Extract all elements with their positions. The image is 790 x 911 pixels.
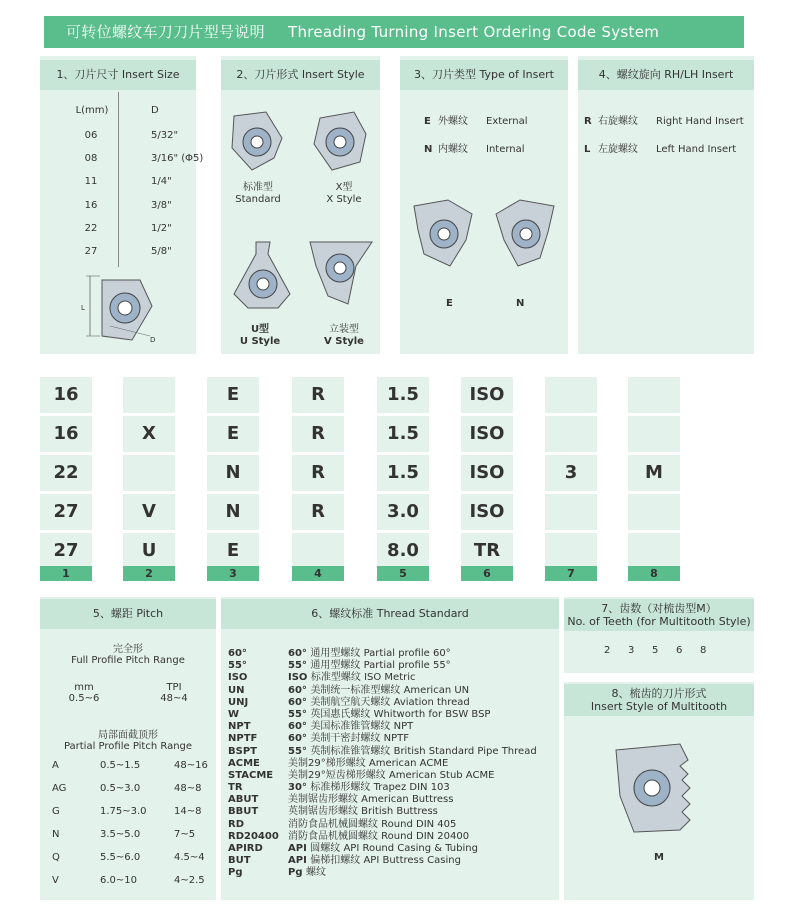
type-en: External (486, 116, 528, 127)
code-cell (628, 416, 680, 452)
lh-key: L (584, 144, 591, 155)
multitooth-insert-icon (610, 740, 710, 836)
col-d-header: D (151, 105, 159, 116)
pitch-code: N (52, 829, 60, 840)
code-cell: 1.5 (377, 455, 429, 491)
multitooth-title-cn: 8、梳齿的刀片形式 (611, 687, 707, 700)
thread-angle: 60° (288, 696, 311, 708)
pitch-mm: 3.5~5.0 (100, 829, 141, 840)
type-en: Internal (486, 144, 525, 155)
thread-description: 美制29°短齿梯形螺纹 American Stub ACME (288, 769, 495, 781)
x-style-en: X Style (326, 194, 362, 205)
code-cell: N (207, 494, 259, 530)
code-cell (123, 377, 175, 413)
code-cell: TR (461, 533, 513, 569)
v-style-cn: 立装型 (329, 324, 359, 335)
thread-standard-title: 6、螺纹标准 Thread Standard (311, 607, 469, 620)
code-cell: X (123, 416, 175, 452)
thread-code: Pg (228, 867, 243, 879)
code-index: 2 (123, 566, 175, 581)
rh-cn: 右旋螺纹 (598, 116, 638, 127)
size-l: 06 (84, 130, 98, 141)
code-cell: E (207, 533, 259, 569)
multitooth-header (564, 684, 754, 716)
thread-standard-list (228, 648, 560, 880)
thread-standard-row (228, 782, 560, 794)
pitch-tpi: 48~8 (174, 783, 202, 794)
thread-standard-row (228, 831, 560, 843)
code-cell (545, 377, 597, 413)
teeth-values (604, 645, 724, 659)
thread-angle: 55° (288, 708, 311, 720)
thread-description: 通用型螺纹 Partial profile 60° (310, 648, 451, 659)
code-cell: V (123, 494, 175, 530)
code-cell (628, 494, 680, 530)
thread-description: 美制统一标准型螺纹 American UN (310, 684, 470, 696)
thread-code: RD20400 (228, 830, 279, 842)
rh-en: Right Hand Insert (656, 116, 744, 127)
code-cell (545, 494, 597, 530)
thread-code: 55° (228, 660, 247, 672)
thread-code: 60° (228, 648, 247, 659)
thread-description: 美制干密封螺纹 NPTF (310, 733, 409, 745)
rh-key: R (584, 116, 592, 127)
thread-code: NPT (228, 721, 251, 733)
mm-label: mm (74, 682, 94, 693)
dim-d-label: D (150, 336, 156, 344)
thread-angle: API (288, 855, 311, 867)
thread-standard-row (228, 770, 560, 782)
multitooth-label: M (654, 852, 664, 863)
thread-standard-row (228, 709, 560, 721)
thread-description: 消防食品机械圆螺纹 Round DIN 20400 (288, 830, 470, 842)
thread-code: NPTF (228, 733, 258, 745)
thread-description: 美制锯齿形螺纹 American Buttress (288, 794, 454, 806)
pitch-code: Q (52, 852, 60, 863)
thread-description: 英制锯齿形螺纹 British Buttress (288, 806, 438, 818)
size-d: 1/2" (151, 223, 172, 234)
mm-value: 0.5~6 (68, 693, 100, 704)
thread-description: 圆螺纹 API Round Casing & Tubing (310, 843, 478, 854)
type-cn: 外螺纹 (438, 116, 468, 127)
tpi-value: 48~4 (160, 693, 188, 704)
banner-title-cn: 可转位螺纹车刀刀片型号说明 (66, 23, 265, 41)
thread-angle: 55° (288, 745, 311, 757)
pitch-title: 5、螺距 Pitch (92, 607, 164, 620)
teeth-value: 2 (604, 645, 611, 656)
multitooth-title-en: Insert Style of Multitooth (590, 700, 728, 713)
label-n: N (516, 298, 525, 309)
teeth-value: 8 (700, 645, 707, 656)
size-d: 3/8" (151, 200, 172, 211)
thread-description: 美制29°梯形螺纹 American ACME (288, 757, 449, 769)
code-cell: 27 (40, 533, 92, 569)
pitch-mm: 5.5~6.0 (100, 852, 141, 863)
thread-description: 标准梯形螺纹 Trapez DIN 103 (310, 782, 450, 794)
partial-profile-en: Partial Profile Pitch Range (63, 741, 193, 752)
code-cell: R (292, 416, 344, 452)
thread-angle: 55° (288, 660, 311, 672)
size-d: 1/4" (151, 176, 172, 187)
thread-standard-row (228, 758, 560, 770)
size-d: 5/8" (151, 246, 172, 257)
pitch-code: G (52, 806, 60, 817)
thread-description: 英国惠氏螺纹 Whitworth for BSW BSP (310, 708, 491, 720)
code-cell: ISO (461, 494, 513, 530)
code-index: 5 (377, 566, 429, 581)
code-cell: R (292, 494, 344, 530)
pitch-mm: 1.75~3.0 (100, 806, 147, 817)
pitch-row (40, 760, 216, 774)
type-key: N (424, 144, 433, 155)
size-l: 11 (84, 176, 98, 187)
pitch-tpi: 4~2.5 (174, 875, 205, 886)
thread-code: BUT (228, 855, 251, 867)
pitch-row (40, 783, 216, 797)
x-style-cn: X型 (335, 182, 353, 193)
full-profile-en: Full Profile Pitch Range (71, 655, 185, 666)
label-e: E (446, 298, 453, 309)
code-cell: 16 (40, 377, 92, 413)
size-d: 3/16" (Φ5) (151, 153, 204, 164)
dim-l-label: L (81, 304, 85, 312)
pitch-tpi: 4.5~4 (174, 852, 205, 863)
code-index: 7 (545, 566, 597, 581)
thread-angle: ISO (288, 672, 311, 684)
pitch-mm: 0.5~3.0 (100, 783, 141, 794)
code-cell: R (292, 455, 344, 491)
thread-standard-row (228, 746, 560, 758)
thread-standard-row (228, 697, 560, 709)
code-cell: ISO (461, 455, 513, 491)
partial-profile-heading (40, 726, 216, 752)
thread-angle: 60° (288, 733, 311, 745)
code-cell (545, 416, 597, 452)
thread-angle: 30° (288, 782, 311, 794)
v-style-en: V Style (324, 336, 364, 347)
teeth-value: 5 (652, 645, 659, 656)
code-index: 6 (461, 566, 513, 581)
thread-angle: API (288, 843, 311, 854)
thread-standard-row (228, 867, 560, 879)
thread-standard-row (228, 721, 560, 733)
code-cell: 8.0 (377, 533, 429, 569)
code-cell (123, 455, 175, 491)
thread-angle: 60° (288, 648, 311, 659)
full-profile-cn: 完全形 (113, 644, 143, 655)
thread-code: STACME (228, 769, 274, 781)
thread-description: 螺纹 (305, 867, 326, 879)
pitch-mm: 0.5~1.5 (100, 760, 141, 771)
size-d: 5/32" (151, 130, 179, 141)
teeth-value: 6 (676, 645, 683, 656)
standard-en: Standard (235, 194, 281, 205)
pitch-code: V (52, 875, 59, 886)
pitch-row (40, 875, 216, 889)
thread-code: UN (228, 684, 245, 696)
thread-code: BSPT (228, 745, 257, 757)
code-cell: 22 (40, 455, 92, 491)
thread-standard-row (228, 855, 560, 867)
insert-style-title: 2、刀片形式 Insert Style (236, 68, 365, 81)
pitch-content (40, 640, 216, 666)
size-l: 22 (84, 223, 98, 234)
teeth-title-en: No. of Teeth (for Multitooth Style) (567, 615, 751, 628)
thread-standard-row (228, 672, 560, 684)
thread-code: ABUT (228, 794, 259, 806)
code-cell (545, 533, 597, 569)
thread-angle: 60° (288, 684, 311, 696)
code-cell: E (207, 377, 259, 413)
pitch-code: A (52, 760, 59, 771)
size-l: 08 (84, 153, 98, 164)
teeth-value: 3 (628, 645, 635, 656)
code-cell (628, 533, 680, 569)
thread-description: 美制航空航天螺纹 Aviation thread (310, 696, 470, 708)
pitch-row (40, 806, 216, 820)
code-cell: N (207, 455, 259, 491)
thread-code: TR (228, 782, 243, 794)
thread-standard-row (228, 733, 560, 745)
code-cell: 1.5 (377, 377, 429, 413)
thread-description: 偏梯扣螺纹 API Buttress Casing (310, 855, 461, 867)
banner-title-en: Threading Turning Insert Ordering Code System (287, 23, 660, 41)
u-style-en: U Style (239, 336, 281, 347)
thread-description: 消防食品机械圆螺纹 Round DIN 405 (288, 818, 457, 830)
code-cell: ISO (461, 377, 513, 413)
code-cell: 1.5 (377, 416, 429, 452)
pitch-header (40, 599, 216, 629)
code-cell: ISO (461, 416, 513, 452)
full-tpi-col (154, 682, 194, 704)
thread-standard-row (228, 819, 560, 831)
thread-code: UNJ (228, 696, 249, 708)
teeth-header (564, 599, 754, 631)
thread-standard-row (228, 794, 560, 806)
code-cell (628, 377, 680, 413)
type-of-insert-title: 3、刀片类型 Type of Insert (414, 68, 554, 81)
thread-standard-row (228, 685, 560, 697)
thread-standard-row (228, 843, 560, 855)
col-l-header: L(mm) (75, 105, 109, 116)
code-cell: 27 (40, 494, 92, 530)
type-cn: 内螺纹 (438, 144, 468, 155)
thread-code: ACME (228, 757, 260, 769)
thread-standard-row (228, 660, 560, 672)
code-index: 1 (40, 566, 92, 581)
thread-code: W (228, 708, 240, 720)
pitch-row (40, 829, 216, 843)
pitch-mm: 6.0~10 (100, 875, 138, 886)
code-cell: 16 (40, 416, 92, 452)
thread-code: ISO (228, 672, 248, 684)
code-cell: R (292, 377, 344, 413)
code-index: 4 (292, 566, 344, 581)
code-index: 8 (628, 566, 680, 581)
thread-description: 标准型螺纹 ISO Metric (310, 672, 416, 684)
code-cell: U (123, 533, 175, 569)
tpi-label: TPI (166, 682, 182, 693)
lh-en: Left Hand Insert (656, 144, 737, 155)
pitch-row (40, 852, 216, 866)
code-cell (292, 533, 344, 569)
pitch-tpi: 7~5 (174, 829, 196, 840)
pitch-tpi: 48~16 (174, 760, 208, 771)
insert-size-title: 1、刀片尺寸 Insert Size (56, 68, 180, 81)
lh-cn: 左旋螺纹 (598, 144, 638, 155)
type-key: E (424, 116, 431, 127)
pitch-tpi: 14~8 (174, 806, 202, 817)
thread-angle: Pg (288, 867, 306, 879)
code-cell: 3.0 (377, 494, 429, 530)
full-mm-col (64, 682, 104, 704)
thread-standard-header (221, 599, 559, 629)
thread-description: 英制标准锥管螺纹 British Standard Pipe Thread (310, 745, 537, 757)
thread-standard-row (228, 806, 560, 818)
code-cell: 3 (545, 455, 597, 491)
thread-code: RD (228, 818, 245, 830)
thread-code: BBUT (228, 806, 259, 818)
size-l: 27 (84, 246, 98, 257)
standard-cn: 标准型 (243, 182, 273, 193)
thread-standard-row (228, 648, 560, 660)
partial-profile-cn: 局部面截顶形 (98, 730, 158, 741)
code-index: 3 (207, 566, 259, 581)
code-cell: E (207, 416, 259, 452)
size-l: 16 (84, 200, 98, 211)
code-cell: M (628, 455, 680, 491)
thread-description: 美国标准锥管螺纹 NPT (310, 721, 414, 733)
pitch-rows (40, 760, 216, 900)
u-style-cn: U型 (250, 324, 270, 335)
thread-description: 通用型螺纹 Partial profile 55° (310, 660, 451, 672)
rh-lh-title: 4、螺纹旋向 RH/LH Insert (598, 68, 734, 81)
thread-angle: 60° (288, 721, 311, 733)
pitch-code: AG (52, 783, 67, 794)
teeth-title-cn: 7、齿数（对梳齿型M） (601, 602, 717, 615)
thread-code: APIRD (228, 843, 263, 854)
